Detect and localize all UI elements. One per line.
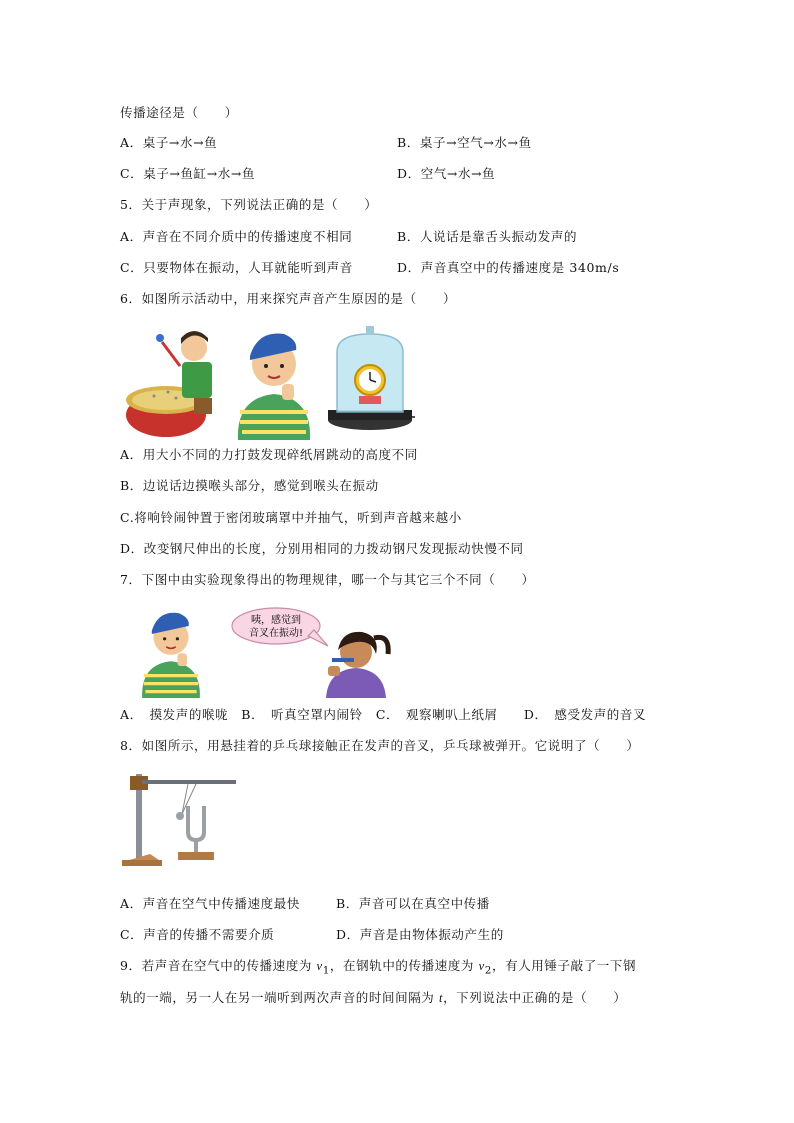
q9-var-v1: v [316,959,323,973]
q8-option-d: D．声音是由物体振动产生的 [336,927,504,942]
q9-text-part3: ，有人用锤子敲了一下钢 [492,958,637,973]
q8-option-b: B．声音可以在真空中传播 [336,896,490,911]
speech-bubble [230,606,330,652]
q9-stem-line1 [120,957,636,980]
q8-option-c: C．声音的传播不需要介质 [120,927,275,942]
q9-stem-line2 [120,989,626,1007]
q6-option-b: B．边说话边摸喉头部分，感觉到喉头在振动 [120,478,379,493]
q9-sub-2: 2 [484,964,492,977]
q9-text-part2: ，在钢轨中的传播速度为 [329,958,479,973]
bubble-text-line2: 音叉在振动! [248,628,304,639]
q4-option-a: A．桌子→水→鱼 [120,135,218,150]
q9-text-part5: ，下列说法中正确的是（ ） [443,990,627,1005]
q6-option-c: C.将响铃闹钟置于密闭玻璃罩中并抽气，听到声音越来越小 [120,510,462,525]
q8-stem: 8．如图所示，用悬挂着的乒乓球接触正在发声的音叉，乒乓球被弹开。它说明了（ ） [120,738,640,753]
q4-option-d: D．空气→水→鱼 [397,166,496,181]
girl-with-tuning-fork-illustration [318,624,396,698]
q5-option-a: A．声音在不同介质中的传播速度不相同 [120,229,353,244]
q7-options: A． 摸发声的喉咙 B． 听真空罩内闹铃 C． 观察喇叭上纸屑 D． 感受发声的音叉 [120,707,647,722]
bell-jar-alarm-clock-illustration [325,322,415,434]
boy-touching-throat-illustration [228,320,320,440]
q4-option-b: B．桌子→空气→水→鱼 [397,135,532,150]
q5-option-d: D．声音真空中的传播速度是 340m/s [397,260,620,275]
q8-option-a: A．声音在空气中传播速度最快 [120,896,300,911]
q9-var-t: t [438,991,444,1005]
drum-boy-illustration [124,320,224,440]
q4-stem-tail: 传播途径是（ ） [120,105,238,120]
tuning-fork-pendulum-illustration [122,770,240,870]
q9-text-part4: 轨的一端，另一人在另一端听到两次声音的时间间隔为 [120,990,439,1005]
q9-var-v2: v [478,959,485,973]
boy-touching-throat-illustration-2 [128,602,214,698]
q6-option-a: A．用大小不同的力打鼓发现碎纸屑跳动的高度不同 [120,447,418,462]
q9-text-part1: 9．若声音在空气中的传播速度为 [120,958,317,973]
q6-option-d: D．改变钢尺伸出的长度，分别用相同的力拨动钢尺发现振动快慢不同 [120,541,524,556]
q4-option-c: C．桌子→鱼缸→水→鱼 [120,166,256,181]
bubble-text-line1: 咦，感觉到 [251,615,301,626]
q5-option-b: B．人说话是靠舌头振动发声的 [397,229,578,244]
q6-stem: 6．如图所示活动中，用来探究声音产生原因的是（ ） [120,291,457,306]
q5-option-c: C．只要物体在振动，人耳就能听到声音 [120,260,353,275]
q7-stem: 7．下图中由实验现象得出的物理规律，哪一个与其它三个不同（ ） [120,572,535,587]
q9-sub-1: 1 [322,964,330,977]
q5-stem: 5．关于声现象，下列说法正确的是（ ） [120,197,378,212]
